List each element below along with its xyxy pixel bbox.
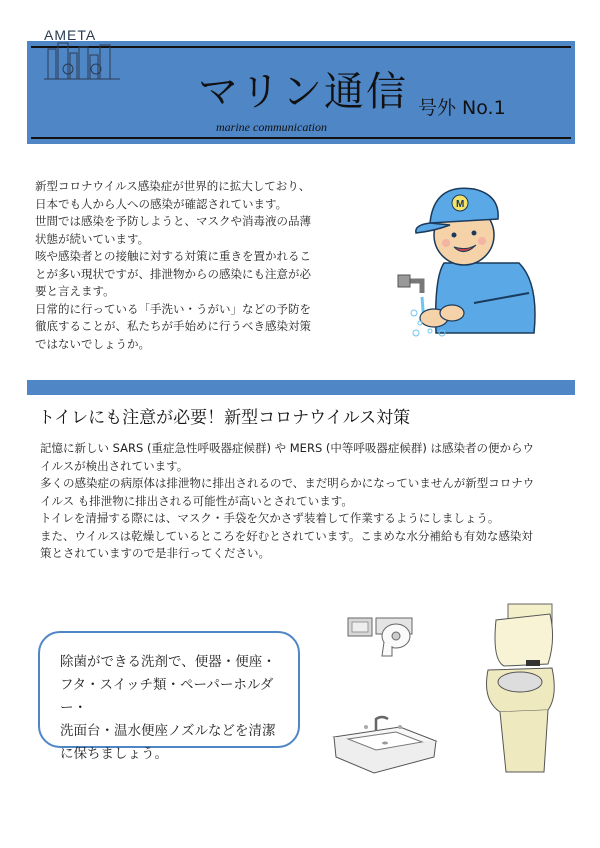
section-line: イルスが検出されています。 [40, 458, 189, 473]
newsletter-subtitle: marine communication [216, 120, 327, 134]
intro-line: 世間では感染を予防しようと、マスクや消毒液の品薄 [35, 214, 311, 228]
svg-text:M: M [456, 199, 465, 210]
section-title: トイレにも注意が必要！新型コロナウイルス対策 [38, 408, 411, 428]
intro-line: 要と言えます。 [35, 284, 115, 298]
section-line: 策とされていますので是非行ってください。 [40, 546, 270, 560]
intro-line: 状態が続いています。 [35, 231, 150, 246]
intro-line: 徹底することが、私たちが手始めに行うべき感染対策 [35, 319, 311, 333]
section-line: また、ウイルスは乾燥しているところを好むとされています。こまめな水分補給も有効な感染対 [40, 528, 533, 543]
intro-text [35, 178, 335, 353]
callout-line: に保ちましょう。 [60, 746, 168, 762]
intro-line: ではないでしょうか。 [35, 336, 150, 351]
issue-number: 号外 No.1 [418, 97, 506, 119]
intro-line: 咳や感染者との接触に対する対策に重きを置かれるこ [35, 249, 311, 263]
cleaning-tip-callout [38, 631, 300, 762]
section-line: イルス も排泄物に排出される可能性が高いとされています。 [40, 493, 353, 508]
section-line: 記憶に新しい SARS (重症急性呼吸器症候群) や MERS (中等呼吸器症候群) は感染者の便からウ [40, 441, 535, 455]
section-body-text [40, 440, 570, 563]
section-divider-band [27, 380, 575, 395]
intro-line: 日常的に行っている「手洗い・うがい」などの予防を [35, 301, 311, 316]
callout-line: 洗面台・温水便座ノズルなどを清潔 [60, 723, 276, 739]
toilet-icon [478, 600, 558, 780]
wash-basin-icon [330, 707, 440, 777]
intro-line: 日本でも人から人への感染が確認されています。 [35, 196, 288, 211]
logo-text: AMETA [44, 27, 97, 43]
intro-line: 新型コロナウイルス感染症が世界的に拡大しており、 [35, 179, 311, 193]
section-line: トイレを清掃する際には、マスク・手袋を欠かさず装着して作業するようにしましょう。 [40, 511, 500, 525]
worker-washing-hands-illustration [394, 163, 554, 348]
intro-line: とが多い現状ですが、排泄物からの感染にも注意が必 [35, 266, 311, 281]
callout-line: フタ・スイッチ類・ペーパーホルダー・ [60, 677, 274, 716]
callout-line: 除菌ができる洗剤で、便器・便座・ [60, 654, 276, 670]
toilet-paper-holder-icon [346, 612, 416, 658]
section-line: 多くの感染症の病原体は排泄物に排出されるので、まだ明らかになっていませんが新型コロナウ [40, 476, 535, 490]
newsletter-title: マリン通信 [198, 69, 408, 115]
header-bottom-rule [31, 137, 571, 139]
